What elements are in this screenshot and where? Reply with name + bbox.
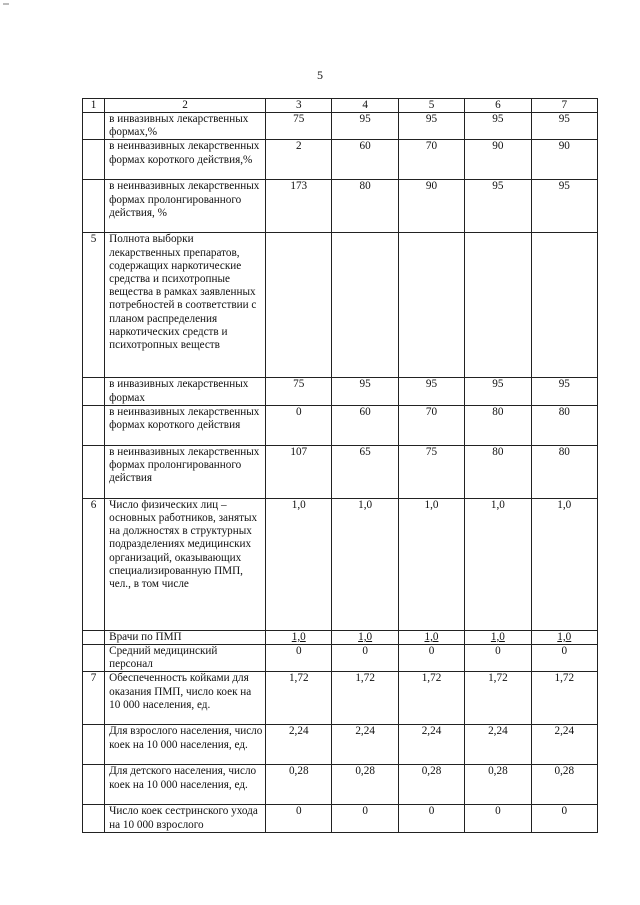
value-cell: 80 bbox=[465, 445, 531, 498]
value-cell: 2,24 bbox=[465, 725, 531, 765]
row-number-cell bbox=[83, 140, 105, 180]
row-number-cell bbox=[83, 378, 105, 405]
value-cell: 90 bbox=[531, 140, 597, 180]
value-cell: 0 bbox=[465, 805, 531, 832]
header-cell: 4 bbox=[332, 99, 398, 113]
row-number-cell: 7 bbox=[83, 672, 105, 725]
value-cell: 0 bbox=[332, 805, 398, 832]
value-cell: 1,0 bbox=[465, 630, 531, 644]
value-cell: 0 bbox=[398, 805, 464, 832]
indicators-table bbox=[82, 98, 598, 833]
value-cell: 80 bbox=[465, 405, 531, 445]
value-cell: 1,0 bbox=[465, 498, 531, 630]
indicator-description-cell: в неинвазивных лекарственных формах пролонгированного действия bbox=[105, 445, 266, 498]
table-row bbox=[83, 805, 598, 832]
table-row bbox=[83, 378, 598, 405]
value-cell: 2,24 bbox=[266, 725, 332, 765]
value-cell: 2 bbox=[266, 140, 332, 180]
value-cell: 75 bbox=[266, 113, 332, 140]
value-cell: 95 bbox=[332, 113, 398, 140]
header-cell: 2 bbox=[105, 99, 266, 113]
indicator-description-cell: в неинвазивных лекарственных формах пролонгированного действия, % bbox=[105, 180, 266, 233]
value-cell: 60 bbox=[332, 140, 398, 180]
table-row bbox=[83, 725, 598, 765]
indicator-description-cell: Обеспеченность койками для оказания ПМП, число коек на 10 000 населения, ед. bbox=[105, 672, 266, 725]
table-row bbox=[83, 672, 598, 725]
row-number-cell bbox=[83, 180, 105, 233]
value-cell: 0,28 bbox=[332, 765, 398, 805]
indicator-description-cell: в инвазивных лекарственных формах bbox=[105, 378, 266, 405]
value-cell: 95 bbox=[465, 378, 531, 405]
value-cell: 95 bbox=[531, 180, 597, 233]
value-cell: 70 bbox=[398, 405, 464, 445]
table-row bbox=[83, 765, 598, 805]
value-cell: 0,28 bbox=[398, 765, 464, 805]
indicator-description-cell: Врачи по ПМП bbox=[105, 630, 266, 644]
value-cell: 1,0 bbox=[398, 498, 464, 630]
value-cell: 0,28 bbox=[266, 765, 332, 805]
value-cell: 80 bbox=[531, 405, 597, 445]
header-cell: 7 bbox=[531, 99, 597, 113]
value-cell: 1,72 bbox=[398, 672, 464, 725]
header-cell: 5 bbox=[398, 99, 464, 113]
header-cell: 3 bbox=[266, 99, 332, 113]
indicator-description-cell: в инвазивных лекарственных формах,% bbox=[105, 113, 266, 140]
row-number-cell: 6 bbox=[83, 498, 105, 630]
value-cell: 1,72 bbox=[266, 672, 332, 725]
value-cell: 1,0 bbox=[332, 498, 398, 630]
indicator-description-cell: Полнота выборки лекарственных препаратов, содержащих наркотические средства и психотропные вещества в рамках заявленных потребностей в соответствии с планом распределения наркотических средств и психотропных веществ bbox=[105, 233, 266, 378]
value-cell: 95 bbox=[332, 378, 398, 405]
table-row bbox=[83, 113, 598, 140]
row-number-cell bbox=[83, 405, 105, 445]
value-cell: 1,0 bbox=[398, 630, 464, 644]
scan-artifact bbox=[3, 3, 9, 5]
value-cell: 0 bbox=[266, 805, 332, 832]
value-cell: 0 bbox=[398, 645, 464, 672]
row-number-cell bbox=[83, 645, 105, 672]
value-cell: 0 bbox=[465, 645, 531, 672]
table-row bbox=[83, 498, 598, 630]
value-cell: 0,28 bbox=[465, 765, 531, 805]
value-cell bbox=[531, 233, 597, 378]
value-cell: 2,24 bbox=[398, 725, 464, 765]
indicator-description-cell: Для взрослого населения, число коек на 10 000 населения, ед. bbox=[105, 725, 266, 765]
value-cell: 1,72 bbox=[465, 672, 531, 725]
header-cell: 6 bbox=[465, 99, 531, 113]
value-cell: 1,72 bbox=[332, 672, 398, 725]
value-cell: 1,0 bbox=[531, 498, 597, 630]
indicator-description-cell: в неинвазивных лекарственных формах короткого действия,% bbox=[105, 140, 266, 180]
value-cell: 65 bbox=[332, 445, 398, 498]
value-cell bbox=[332, 233, 398, 378]
row-number-cell bbox=[83, 805, 105, 832]
header-row bbox=[83, 99, 598, 113]
row-number-cell bbox=[83, 765, 105, 805]
value-cell: 95 bbox=[465, 113, 531, 140]
value-cell: 1,0 bbox=[266, 630, 332, 644]
value-cell: 0 bbox=[266, 645, 332, 672]
table-row bbox=[83, 405, 598, 445]
value-cell: 95 bbox=[531, 113, 597, 140]
value-cell: 75 bbox=[266, 378, 332, 405]
value-cell bbox=[266, 233, 332, 378]
page-number: 5 bbox=[317, 68, 323, 82]
row-number-cell bbox=[83, 445, 105, 498]
indicator-description-cell: в неинвазивных лекарственных формах короткого действия bbox=[105, 405, 266, 445]
value-cell: 107 bbox=[266, 445, 332, 498]
row-number-cell bbox=[83, 113, 105, 140]
indicator-description-cell: Для детского населения, число коек на 10 000 населения, ед. bbox=[105, 765, 266, 805]
value-cell: 173 bbox=[266, 180, 332, 233]
table-row bbox=[83, 180, 598, 233]
value-cell: 0 bbox=[531, 805, 597, 832]
value-cell: 75 bbox=[398, 445, 464, 498]
value-cell: 95 bbox=[398, 378, 464, 405]
value-cell: 90 bbox=[398, 180, 464, 233]
value-cell: 95 bbox=[465, 180, 531, 233]
value-cell: 2,24 bbox=[531, 725, 597, 765]
value-cell bbox=[465, 233, 531, 378]
value-cell: 90 bbox=[465, 140, 531, 180]
value-cell: 1,0 bbox=[266, 498, 332, 630]
table-row bbox=[83, 630, 598, 644]
value-cell: 95 bbox=[531, 378, 597, 405]
value-cell: 0 bbox=[332, 645, 398, 672]
table-row bbox=[83, 140, 598, 180]
value-cell: 0,28 bbox=[531, 765, 597, 805]
row-number-cell bbox=[83, 630, 105, 644]
table-row bbox=[83, 233, 598, 378]
value-cell: 2,24 bbox=[332, 725, 398, 765]
value-cell: 60 bbox=[332, 405, 398, 445]
row-number-cell: 5 bbox=[83, 233, 105, 378]
value-cell: 1,0 bbox=[332, 630, 398, 644]
table-row bbox=[83, 445, 598, 498]
value-cell bbox=[398, 233, 464, 378]
indicator-description-cell: Средний медицинский персонал bbox=[105, 645, 266, 672]
value-cell: 95 bbox=[398, 113, 464, 140]
value-cell: 80 bbox=[531, 445, 597, 498]
value-cell: 1,0 bbox=[531, 630, 597, 644]
row-number-cell bbox=[83, 725, 105, 765]
header-cell: 1 bbox=[83, 99, 105, 113]
value-cell: 70 bbox=[398, 140, 464, 180]
value-cell: 80 bbox=[332, 180, 398, 233]
value-cell: 1,72 bbox=[531, 672, 597, 725]
indicator-description-cell: Число коек сестринского ухода на 10 000 взрослого bbox=[105, 805, 266, 832]
value-cell: 0 bbox=[266, 405, 332, 445]
table-row bbox=[83, 645, 598, 672]
value-cell: 0 bbox=[531, 645, 597, 672]
indicator-description-cell: Число физических лиц – основных работников, занятых на должностях в структурных подразделениях медицинских организаций, оказывающих специализированную ПМП, чел., в том числе bbox=[105, 498, 266, 630]
